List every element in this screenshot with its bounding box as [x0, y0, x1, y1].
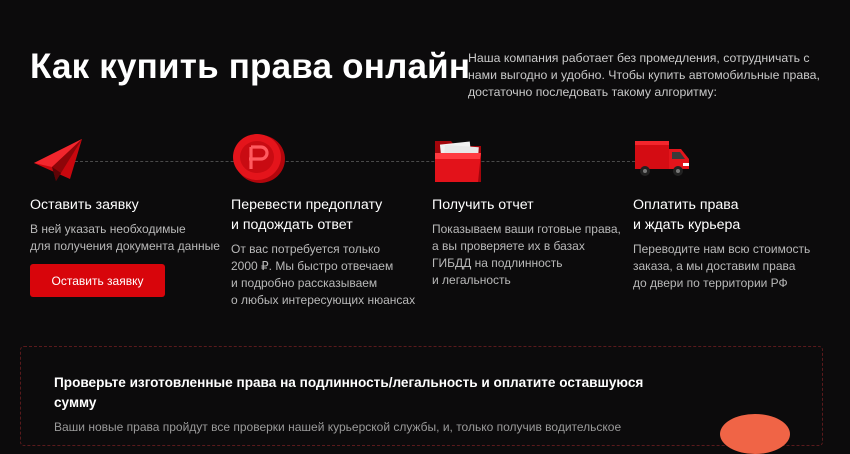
step-title: Получить отчет	[432, 197, 534, 213]
verify-title: Проверьте изготовленные права на подлинность/легальность и оплатите оставшуюся сумму	[54, 375, 644, 410]
paper-plane-icon	[30, 133, 90, 187]
step-description: Показываем ваши готовые права, а вы проверяете их в базах ГИБДД на подлинность и легальность	[432, 222, 621, 287]
submit-request-button[interactable]: Оставить заявку	[30, 264, 165, 297]
step-title: Оплатить права и ждать курьера	[633, 197, 741, 233]
step-prepayment	[231, 133, 416, 307]
step-description: От вас потребуется только 2000 ₽. Мы быстро отвечаем и подробно рассказываем о любых интересующих нюансах	[231, 242, 416, 307]
intro-text: Наша компания работает без промедления, сотрудничать с нами выгодно и удобно. Чтобы купить автомобильные права, достаточно последовать такому алгоритму:	[468, 51, 820, 99]
folder-icon	[432, 133, 492, 187]
step-description: В ней указать необходимые для получения документа данные	[30, 222, 220, 253]
step-pay-and-wait	[633, 133, 811, 290]
step-title: Перевести предоплату и подождать ответ	[231, 197, 383, 233]
coin-icon	[720, 414, 790, 454]
page-title: Как купить права онлайн	[30, 47, 471, 86]
delivery-truck-icon	[633, 133, 693, 187]
step-get-report	[432, 133, 621, 287]
coin-icon	[231, 133, 291, 187]
step-description: Переводите нам всю стоимость заказа, а мы доставим права до двери по территории РФ	[633, 242, 811, 290]
step-title: Оставить заявку	[30, 197, 139, 213]
verify-text: Ваши новые права пройдут все проверки нашей курьерской службы, и, только получив водительское	[54, 420, 622, 434]
steps-divider	[70, 161, 640, 162]
step-submit-request	[30, 133, 220, 253]
